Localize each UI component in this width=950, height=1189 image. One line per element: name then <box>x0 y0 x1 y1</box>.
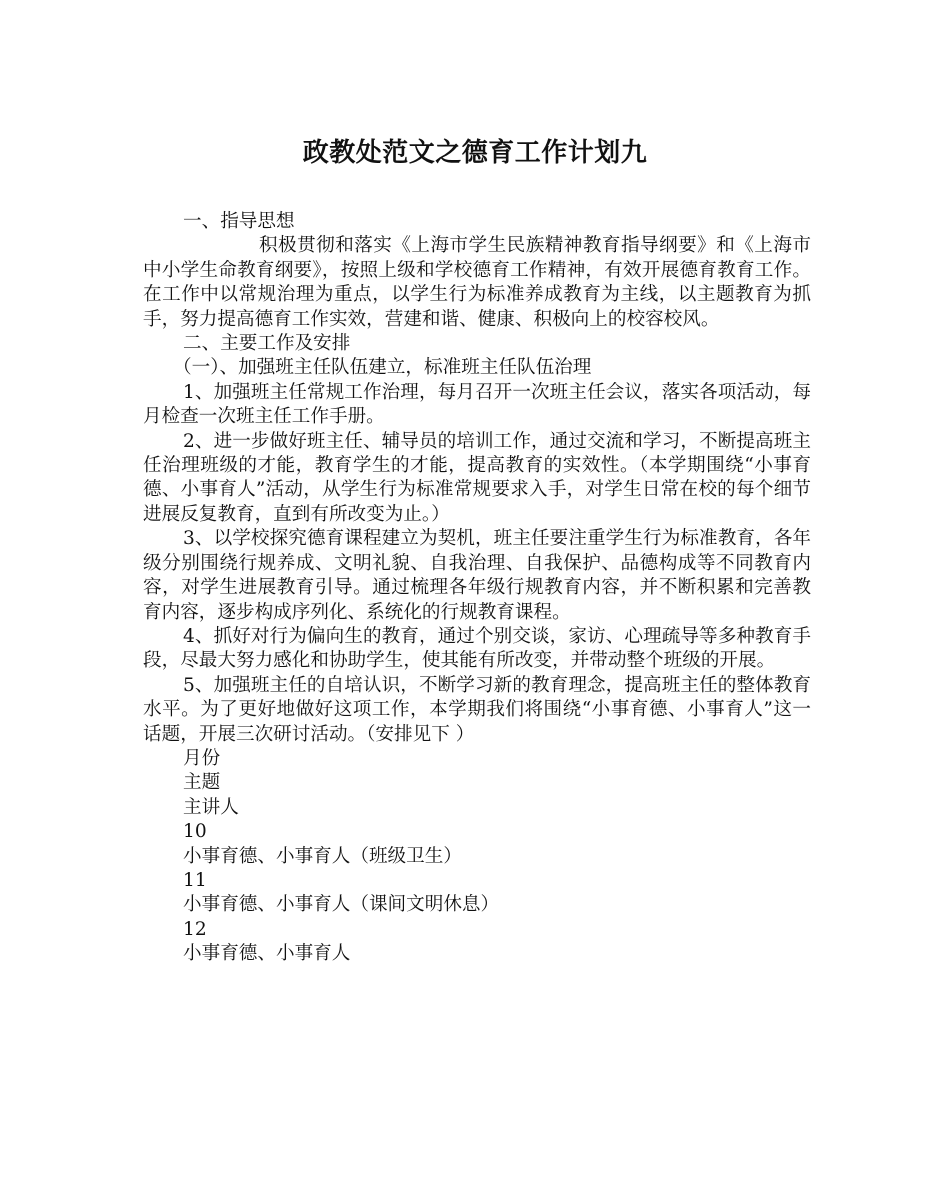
list-item-1: 1、加强班主任常规工作治理，每月召开一次班主任会议，落实各项活动，每月检查一次班主任工作手册。 <box>143 381 811 428</box>
section1-heading: 一、指导思想 <box>183 211 295 232</box>
document-body <box>143 210 811 967</box>
document-title: 政教处范文之德育工作计划九 <box>302 138 648 168</box>
section1-paragraph: 积极贯彻和落实《上海市学生民族精神教育指导纲要》和《上海市中小学生命教育纲要》，按照上级和学校德育工作精神，有效开展德育教育工作。在工作中以常规治理为重点，以学生行为标准养成教育为主线，以主题教育为抓手，努力提高德育工作实效，营建和谐、健康、积极向上的校容校风。 <box>143 235 811 330</box>
schedule-row-month: 12 <box>183 918 207 940</box>
schedule-header-speaker: 主讲人 <box>183 796 239 818</box>
schedule-row-topic: 小事育德、小事育人 <box>183 943 351 965</box>
subsection1-heading: （一）、加强班主任队伍建立，标准班主任队伍治理 <box>173 357 592 379</box>
list-item-5: 5、加强班主任的自培认识，不断学习新的教育理念，提高班主任的整体教育水平。为了更好地做好这项工作，本学期我们将围绕“小事育德、小事育人”这一话题，开展三次研讨活动。（安排见下 ） <box>143 674 811 745</box>
section2-heading: 二、主要工作及安排 <box>183 333 351 355</box>
list-item-4: 4、抓好对行为偏向生的教育，通过个别交谈，家访、心理疏导等多种教育手段，尽最大努力感化和协助学生，使其能有所改变，并带动整个班级的开展。 <box>143 625 811 672</box>
list-item-3: 3、以学校探究德育课程建立为契机，班主任要注重学生行为标准教育，各年级分别围绕行规养成、文明礼貌、自我治理、自我保护、品德构成等不同教育内容，对学生进展教育引导。通过梳理各年级行规教育内容，并不断积累和完善教育内容，逐步构成序列化、系统化的行规教育课程。 <box>143 528 811 623</box>
schedule-header-month: 月份 <box>183 747 221 769</box>
schedule-row-month: 11 <box>183 869 207 891</box>
schedule-row-topic: 小事育德、小事育人（课间文明休息） <box>183 894 500 916</box>
schedule-header-topic: 主题 <box>183 772 221 794</box>
schedule-row-topic: 小事育德、小事育人（班级卫生） <box>183 845 462 867</box>
schedule-row-month: 10 <box>183 821 207 843</box>
list-item-2: 2、进一步做好班主任、辅导员的培训工作，通过交流和学习，不断提高班主任治理班级的才能，教育学生的才能，提高教育的实效性。（本学期围绕“小事育德、小事育人”活动，从学生行为标准常规要求入手，对学生日常在校的每个细节进展反复教育，直到有所改变为止。） <box>143 430 811 525</box>
